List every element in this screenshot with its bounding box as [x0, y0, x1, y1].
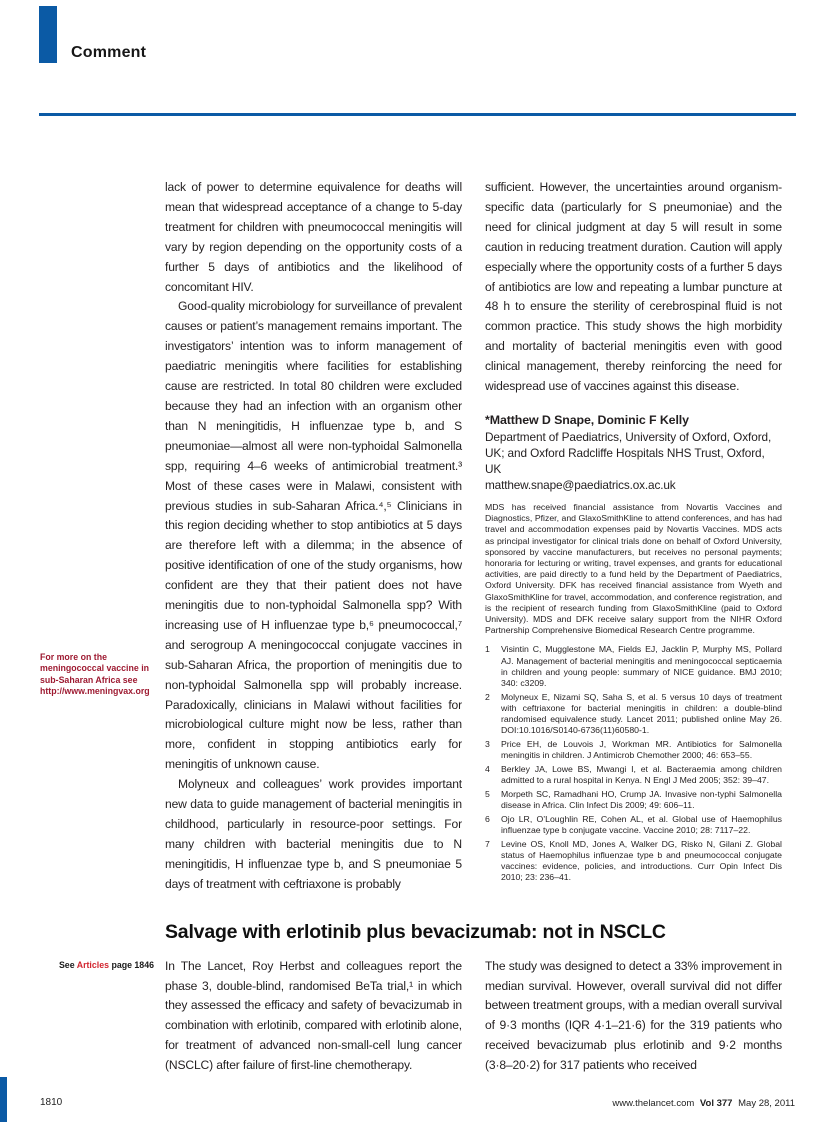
body-paragraph: Good-quality microbiology for surveillance of prevalent causes or patient’s management remains important. The investigators’ intention was to inform management of paediatric meningitis where facilities for establishing cause are restricted. In total 80 children were excluded because they had an infection with an organism other than N meningitidis, H influenzae type b, and S pneumoniae—almost all were non-typhoidal Salmonella spp, requiring 4–6 weeks of antimicrobial treatment.³ Most of these cases were in Malawi, consistent with previous studies in sub-Saharan Africa.⁴,⁵ Clinicians in this region deciding whether to stop antibiotics at 5 days are therefore left with a dilemma; in the absence of positive identification of one of the study organisms, how confident are they that their patient does not have meningitis due to non-typhoidal Salmonella spp? With increasing use of H influenzae type b,⁶ pneumococcal,⁷ and serogroup A meningococcal conjugate vaccines in sub-Saharan Africa, the proportion of meningitis due to non-typhoidal Salmonella spp will probably increase. Paradoxically, clinicians in Malawi without facilities for microbiological culture might now be less, rather than more, confident in stopping antibiotics early for meningitis of unknown cause. — [165, 299, 462, 772]
body-paragraph: Molyneux and colleagues’ work provides important new data to guide management of bacterial meningitis in childhood, particularly in resource-poor settings. For many children with bacterial meningitis due to N meningitidis, H influenzae type b, and S pneumoniae 5 days of treatment with ceftriaxone is probably — [165, 777, 462, 891]
comment-nsclc-body — [58, 957, 782, 1076]
body-paragraph: The study was designed to detect a 33% improvement in median survival. However, overall survival did not differ between treatment groups, with a median overall survival of 9·3 months (IQR 4·1–21·6) for the 319 patients who received bevacizumab plus erlotinib and 9·2 months (3·8–20·2) for 317 patients who received — [485, 958, 782, 1073]
reference-item — [485, 789, 782, 811]
reference-item — [485, 739, 782, 761]
reference-item — [485, 644, 782, 689]
reference-item — [485, 692, 782, 737]
conflict-of-interest-statement: MDS has received financial assistance from Novartis Vaccines and Diagnostics, Pfizer, and GlaxoSmithKline to attend conferences, and has had travel and accommodation expenses paid by Novartis Vaccines. MDS acts as principal investigator for clinical trials done on behalf of Oxford University, sponsored by vaccine manufacturers, but receives no personal payments; honoraria for lecturing or writing, travel expenses, and grants for educational activities, are paid directly to a fund held by the Department of Paediatrics, Oxford University. DFK has received financial assistance from Wyeth and GlaxoSmithKline for travel, accommodation, and conference registration, and is the recipient of research funding from GlaxoSmithKline (paid to Oxford University). MDS and DFK receive salary support from the NIHR Oxford Partnership Comprehensive Biomedical Research Centre programme. — [485, 501, 782, 636]
reference-number: 4 — [485, 763, 490, 774]
reference-number: 7 — [485, 838, 490, 849]
footer-citation — [612, 1098, 795, 1109]
reference-text: Molyneux E, Nizami SQ, Saha S, et al. 5 versus 10 days of treatment with ceftriaxone for bacterial meningitis in children: a double-blind randomised equivalence study. Lancet 2011; published online May 26. DOI:10.1016/S0140-6736(11)60580-1. — [501, 691, 782, 736]
author-affiliation: Department of Paediatrics, University of Oxford, Oxford, UK; and Oxford Radcliffe Hospitals NHS Trust, Oxford, UK — [485, 429, 772, 476]
email-link[interactable]: matthew.snape@paediatrics.ox.ac.uk — [485, 477, 676, 492]
reference-item — [485, 764, 782, 786]
see-label: See — [58, 959, 77, 970]
reference-number: 5 — [485, 788, 490, 799]
reference-number: 3 — [485, 739, 490, 750]
reference-text: Levine OS, Knoll MD, Jones A, Walker DG, Risko N, Gilani Z. Global status of Haemophilus influenzae type b and pneumococcal conjugate vaccines: evidence, policies, and introductions. Curr Opin Infect Dis 2010; 23: 236–41. — [501, 838, 782, 883]
reference-item — [485, 814, 782, 836]
body-paragraph: sufficient. However, the uncertainties around organism-specific data (particularly for S pneumoniae) and the need for clinical judgment at day 5 will result in some caution in reducing treatment duration. Caution will apply especially where the opportunity costs of a further 5 days of antibiotics are low and repeating a lumbar puncture at 48 h to ensure the sterility of cerebrospinal fluid is not common practice. This study shows the high morbidity and mortality of bacterial meningitis even with good clinical management, thereby reinforcing the need for widespread use of vaccines against this disease. — [485, 180, 782, 394]
reference-number: 6 — [485, 813, 490, 824]
comment-nsclc — [58, 920, 782, 1076]
body-paragraph: lack of power to determine equivalence for deaths will mean that widespread acceptance of a change to 5-day treatment for children with pneumococcal meningitis will vary by region depending on the opportunity costs of a further 5 days of antibiotics and the likelihood of concomitant HIV. — [165, 180, 462, 294]
reference-text: Morpeth SC, Ramadhani HO, Crump JA. Invasive non-typhi Salmonella disease in Africa. Clin Infect Dis 2009; 49: 606–11. — [501, 788, 782, 811]
reference-text: Ojo LR, O’Loughlin RE, Cohen AL, et al. Global use of Haemophilus influenzae type b conjugate vaccine. Vaccine 2010; 28: 7117–22. — [501, 813, 782, 835]
volume-label: Vol 377 — [699, 1098, 733, 1109]
author-names: *Matthew D Snape, Dominic F Kelly — [485, 412, 689, 427]
reference-number: 1 — [485, 644, 490, 655]
reference-item — [485, 839, 782, 884]
column-right — [485, 178, 782, 895]
lancet-blue-tab — [39, 6, 57, 63]
column-left — [165, 957, 462, 1076]
issue-date: May 28, 2011 — [738, 1098, 795, 1109]
column-left — [165, 178, 462, 895]
column-right — [485, 957, 782, 1076]
reference-list — [485, 644, 782, 883]
reference-text: Berkley JA, Lowe BS, Mwangi I, et al. Bacteraemia among children admitted to a rural hospital in Kenya. N Engl J Med 2005; 352: 39–47. — [501, 763, 782, 786]
lancet-blue-tab-bottom — [0, 1077, 7, 1122]
margin-note-meningvax-link[interactable]: For more on the meningococcal vaccine in sub-Saharan Africa see http://www.meningvax.org — [40, 652, 150, 697]
journal-url: www.thelancet.com — [612, 1098, 695, 1109]
section-label: Comment — [71, 44, 147, 61]
comment-meningitis-body — [165, 178, 782, 895]
articles-link[interactable]: Articles — [76, 959, 109, 970]
margin-note-see-articles — [40, 960, 154, 971]
page-number: 1810 — [40, 1097, 63, 1108]
header-rule — [39, 113, 796, 116]
body-paragraph: In The Lancet, Roy Herbst and colleagues report the phase 3, double-blind, randomised BeTa trial,¹ in which they assessed the efficacy and safety of bevacizumab in combination with erlotinib, compared with erlotinib alone, for treatment of advanced non-small-cell lung cancer (NSCLC) after failure of first-line chemotherapy. — [165, 958, 462, 1073]
reference-number: 2 — [485, 691, 490, 702]
page-reference-label: page 1846 — [109, 959, 154, 970]
comment-title: Salvage with erlotinib plus bevacizumab: not in NSCLC — [165, 920, 666, 943]
reference-text: Price EH, de Louvois J, Workman MR. Antibiotics for Salmonella meningitis in children. J Antimicrob Chemother 2000; 46: 653–55. — [501, 739, 782, 761]
reference-text: Visintin C, Mugglestone MA, Fields EJ, Jacklin P, Murphy MS, Pollard AJ. Management of bacterial meningitis and meningococcal septicaemia in children and young people: summary of NICE guidance. BMJ 2010; 340: c3209. — [501, 644, 782, 689]
